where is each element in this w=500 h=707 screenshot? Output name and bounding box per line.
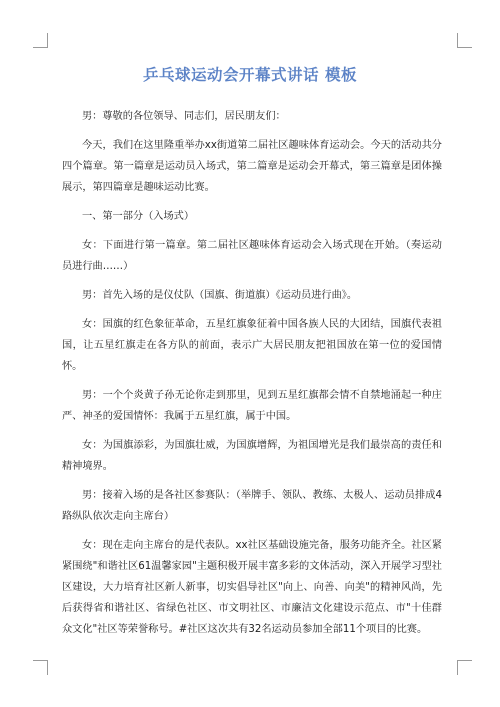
paragraph-community-description: 女：现在走向主席台的是代表队。xx社区基础设施完备，服务功能齐全。社区紧紧围绕"和谐社区61温馨家园"主题积极开展丰富多彩的文体活动，深入开展学习型社区建设，大力培育社区新人新事，切实倡导社区"向上、向善、向美"的精神风尚，先后获得省和谐社区、省绿色社区、市文明社区、市廉洁文化建设示范点、市"十佳群众文化"社区等荣誉称号。#社区这次共有32名运动员参加全部11个项目的比赛。	[62, 540, 442, 635]
paragraph-national-flag: 女：国旗的红色象征革命，五星红旗象征着中国各族人民的大团结，国旗代表祖国，让五星红旗走在各方队的前面，表示广大居民朋友把祖国放在第一位的爱国情怀。	[62, 319, 442, 372]
paragraph-community-teams: 男：接着入场的是各社区参赛队：（举牌手、领队、教练、太极人、运动员排成4路纵队依次走向主席台）	[62, 490, 442, 522]
paragraph-responsibility: 女：为国旗添彩，为国旗壮威，为国旗增辉，为祖国增光是我们最崇高的责任和精神境界。	[62, 440, 442, 472]
document-body	[62, 106, 442, 648]
crop-mark-bottom-right	[457, 660, 472, 675]
section-heading-part-one: 一、第一部分（入场式）	[82, 211, 195, 222]
paragraph-honor-guard: 男：首先入场的是仪仗队（国旗、街道旗）《运动员进行曲》。	[82, 290, 358, 301]
crop-mark-top-left	[33, 33, 48, 48]
document-title: 乒乓球运动会开幕式讲话 模板	[143, 66, 357, 84]
crop-mark-top-right	[457, 33, 472, 48]
paragraph-intro: 今天，我们在这里隆重举办xx街道第二届社区趣味体育运动会。今天的活动共分四个篇章。第一篇章是运动员入场式，第二篇章是运动会开幕式，第三篇章是团体操展示，第四篇章是趣味运动比赛。	[62, 140, 442, 193]
paragraph-greeting: 男：尊敬的各位领导、同志们，居民朋友们：	[82, 111, 286, 122]
paragraph-entrance-start: 女：下面进行第一篇章。第二届社区趣味体育运动会入场式现在开始。（奏运动员进行曲……）	[62, 240, 442, 272]
crop-mark-bottom-left	[33, 660, 48, 675]
paragraph-patriotism: 男：一个个炎黄子孙无论你走到那里，见到五星红旗都会情不自禁地涌起一种庄严、神圣的爱国情怀：我属于五星红旗，属于中国。	[62, 390, 442, 422]
